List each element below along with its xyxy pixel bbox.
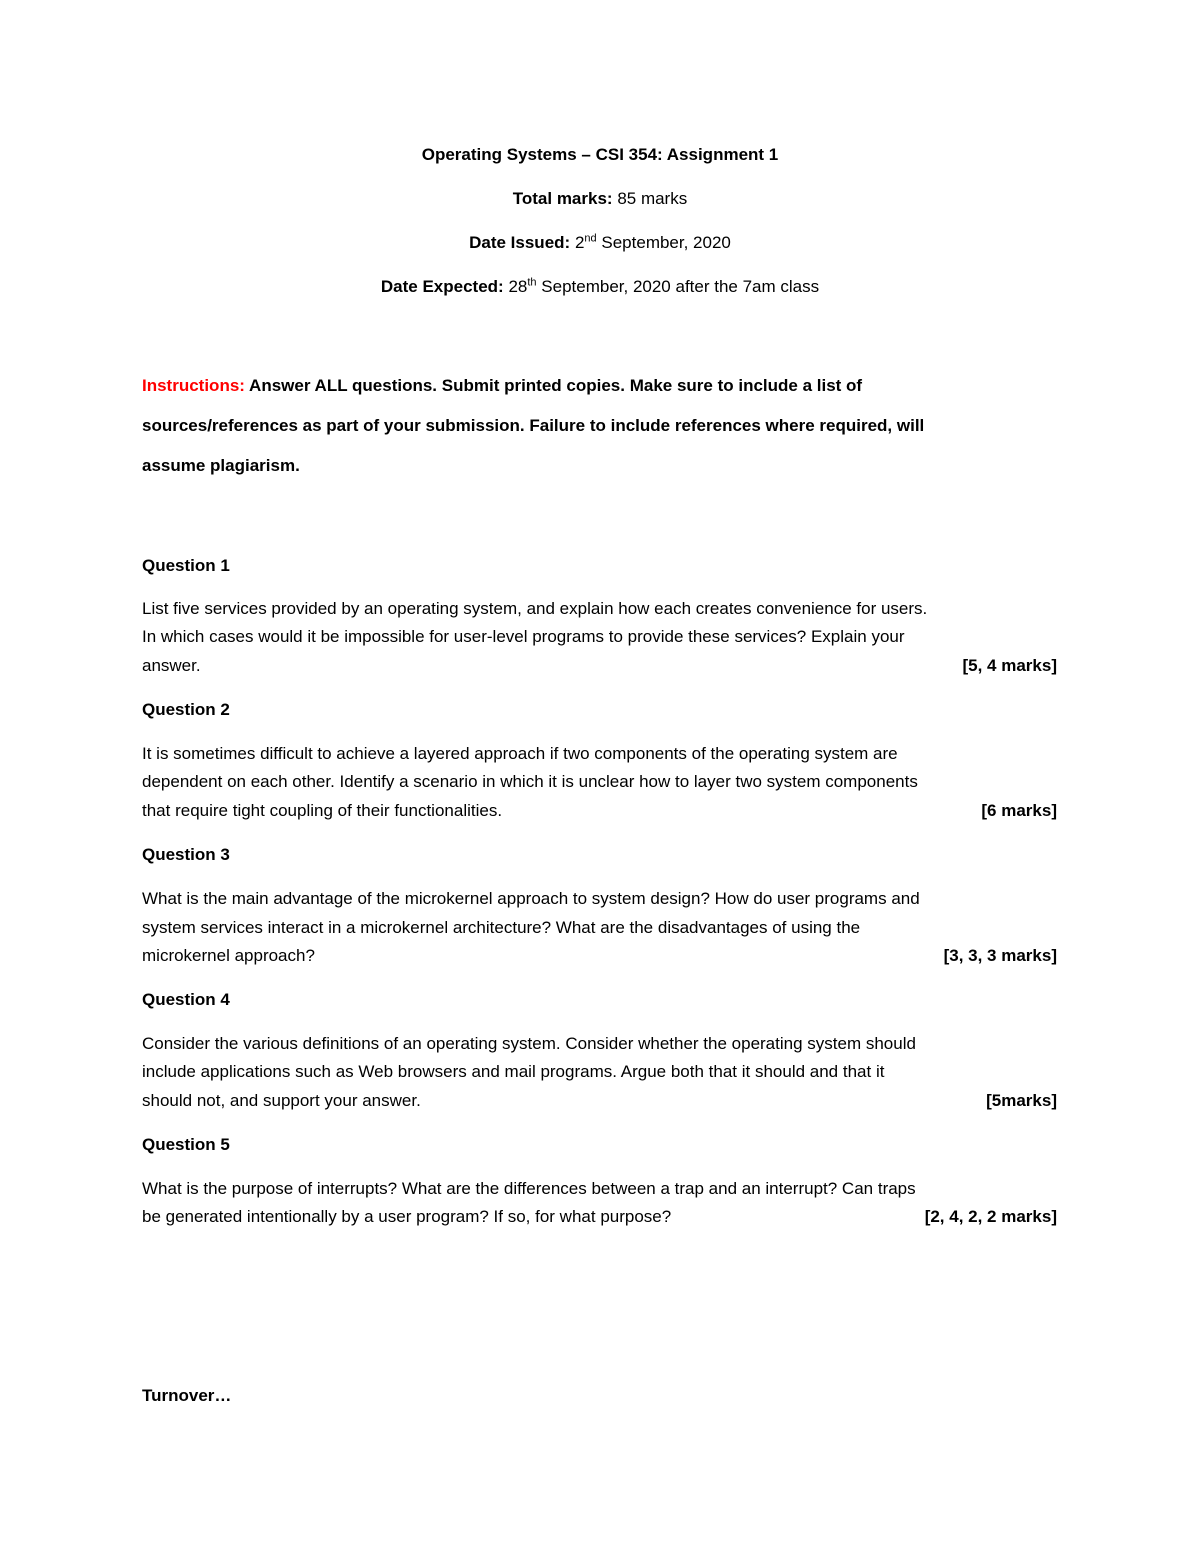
- date-issued-suffix: nd: [584, 232, 597, 245]
- question-3-text-end: microkernel approach?: [142, 946, 315, 965]
- question-1-title: Question 1: [142, 556, 230, 575]
- instructions-text-1: Answer ALL questions. Submit printed copies. Make sure to include a list of: [249, 376, 863, 395]
- question-1-marks: [5, 4 marks]: [962, 656, 1057, 675]
- question-4-title: Question 4: [142, 990, 230, 1009]
- question-5-text-end: be generated intentionally by a user program? If so, for what purpose?: [142, 1207, 672, 1226]
- date-expected-rest: September, 2020 after the 7am class: [541, 277, 820, 296]
- question-2-line-1: It is sometimes difficult to achieve a layered approach if two components of the operating system are: [142, 744, 898, 763]
- question-3-line-3: [142, 945, 1057, 967]
- question-1-line-2: In which cases would it be impossible for user-level programs to provide these services? Explain your: [142, 627, 905, 646]
- question-2-line-3: [142, 800, 1057, 822]
- question-5-line-2: [142, 1206, 1057, 1228]
- turnover-note: Turnover…: [142, 1386, 232, 1405]
- total-marks: [0, 188, 1200, 210]
- question-2-text-end: that require tight coupling of their functionalities.: [142, 801, 503, 820]
- question-5-marks: [2, 4, 2, 2 marks]: [924, 1207, 1057, 1226]
- instructions-label: Instructions:: [142, 376, 245, 395]
- question-4-marks: [5marks]: [986, 1091, 1057, 1110]
- question-1-line-3: [142, 655, 1057, 677]
- date-issued-label: Date Issued:: [469, 233, 571, 252]
- question-4-line-1: Consider the various definitions of an operating system. Consider whether the operating system should: [142, 1034, 916, 1053]
- question-2-title: Question 2: [142, 700, 230, 719]
- question-2-marks: [6 marks]: [981, 801, 1057, 820]
- question-4-text-end: should not, and support your answer.: [142, 1091, 421, 1110]
- date-issued: [0, 232, 1200, 254]
- question-5-line-1: What is the purpose of interrupts? What are the differences between a trap and an interrupt? Can traps: [142, 1179, 916, 1198]
- instructions-line-3: assume plagiarism.: [142, 456, 300, 475]
- question-1-text-end: answer.: [142, 656, 201, 675]
- question-3-line-1: What is the main advantage of the microkernel approach to system design? How do user programs and: [142, 889, 920, 908]
- instructions-line-1: [142, 375, 1062, 397]
- question-1-line-1: List five services provided by an operating system, and explain how each creates convenience for users.: [142, 599, 928, 618]
- instructions-line-2: sources/references as part of your submission. Failure to include references where required, will: [142, 416, 925, 435]
- question-5-title: Question 5: [142, 1135, 230, 1154]
- question-4-line-3: [142, 1090, 1057, 1112]
- date-expected-day: 28: [508, 277, 528, 296]
- question-3-marks: [3, 3, 3 marks]: [943, 946, 1057, 965]
- date-issued-day: 2: [574, 233, 585, 252]
- document-title: Operating Systems – CSI 354: Assignment 1: [421, 145, 779, 164]
- date-expected-suffix: th: [527, 276, 537, 289]
- date-expected: [0, 276, 1200, 298]
- total-marks-value: 85 marks: [617, 189, 688, 208]
- question-3-line-2: system services interact in a microkernel architecture? What are the disadvantages of using the: [142, 918, 861, 937]
- question-3-title: Question 3: [142, 845, 230, 864]
- date-issued-rest: September, 2020: [601, 233, 731, 252]
- total-marks-label: Total marks:: [512, 189, 613, 208]
- question-2-line-2: dependent on each other. Identify a scenario in which it is unclear how to layer two system components: [142, 772, 918, 791]
- date-expected-label: Date Expected:: [380, 277, 504, 296]
- question-4-line-2: include applications such as Web browsers and mail programs. Argue both that it should and that it: [142, 1062, 885, 1081]
